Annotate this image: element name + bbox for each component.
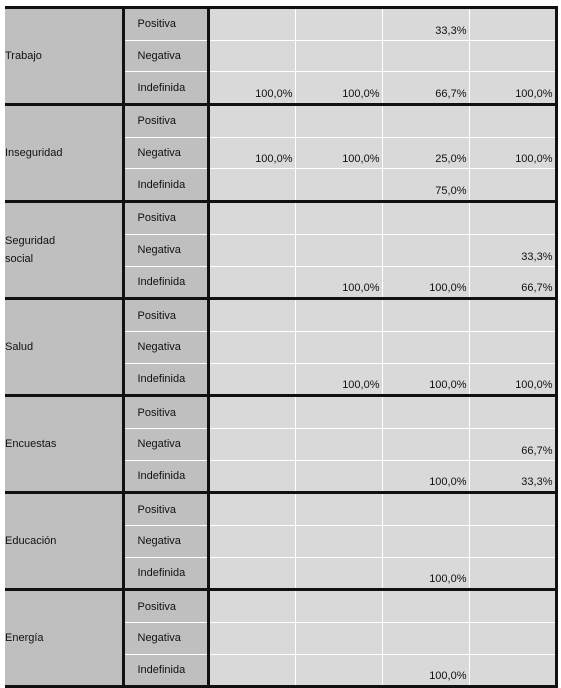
value-cell: [208, 8, 295, 41]
value-cell: [469, 493, 556, 526]
value-cell: 100,0%: [295, 137, 382, 169]
value-cell: [469, 169, 556, 202]
value-cell: [208, 234, 295, 266]
row-label: Indefinida: [123, 169, 208, 202]
value-cell: [469, 526, 556, 558]
category-cell: [5, 105, 123, 202]
value-cell: [295, 557, 382, 590]
value-cell: [295, 40, 382, 72]
results-table: [5, 6, 558, 688]
value-cell: [295, 202, 382, 235]
row-label: Indefinida: [123, 557, 208, 590]
category-cell: [5, 299, 123, 396]
value-cell: [469, 623, 556, 655]
value-cell: [469, 331, 556, 363]
value-cell: 33,3%: [469, 234, 556, 266]
category-label: Salud: [5, 341, 34, 354]
value-cell: [382, 396, 469, 429]
category-label: Energía: [5, 632, 44, 645]
value-cell: [208, 590, 295, 623]
category-cell: [5, 396, 123, 493]
category-label: Educación: [5, 535, 57, 548]
value-cell: 33,3%: [469, 460, 556, 493]
category-label: Encuestas: [5, 438, 57, 451]
row-label: Indefinida: [123, 654, 208, 687]
value-cell: [295, 493, 382, 526]
value-cell: [469, 654, 556, 687]
category-cell: [5, 8, 123, 105]
row-label: Negativa: [123, 234, 208, 266]
value-cell: [295, 8, 382, 41]
value-cell: 33,3%: [382, 8, 469, 41]
value-cell: 66,7%: [382, 72, 469, 105]
category-cell: [5, 493, 123, 590]
value-cell: 25,0%: [382, 137, 469, 169]
category-label: Seguridad: [5, 235, 56, 248]
value-cell: [295, 331, 382, 363]
value-cell: [469, 557, 556, 590]
row-label: Indefinida: [123, 460, 208, 493]
value-cell: [208, 396, 295, 429]
value-cell: [208, 105, 295, 138]
value-cell: 100,0%: [208, 137, 295, 169]
value-cell: [295, 105, 382, 138]
value-cell: [208, 557, 295, 590]
results-table-container: [5, 6, 556, 688]
value-cell: [208, 266, 295, 299]
value-cell: 100,0%: [469, 137, 556, 169]
row-label: Positiva: [123, 299, 208, 332]
value-cell: [382, 299, 469, 332]
value-cell: 100,0%: [382, 557, 469, 590]
value-cell: 66,7%: [469, 266, 556, 299]
table-row: [5, 105, 556, 138]
value-cell: [208, 493, 295, 526]
value-cell: [208, 654, 295, 687]
value-cell: [382, 234, 469, 266]
value-cell: [208, 363, 295, 396]
category-label: social: [5, 253, 34, 266]
row-label: Positiva: [123, 8, 208, 41]
value-cell: [469, 299, 556, 332]
table-row: [5, 590, 556, 623]
value-cell: [295, 428, 382, 460]
row-label: Positiva: [123, 493, 208, 526]
value-cell: [382, 428, 469, 460]
value-cell: 100,0%: [208, 72, 295, 105]
row-label: Negativa: [123, 40, 208, 72]
value-cell: 100,0%: [469, 72, 556, 105]
value-cell: [208, 299, 295, 332]
table-row: [5, 299, 556, 332]
row-label: Negativa: [123, 428, 208, 460]
row-label: Negativa: [123, 331, 208, 363]
row-label: Negativa: [123, 526, 208, 558]
category-label: Trabajo: [5, 50, 42, 63]
category-cell: [5, 202, 123, 299]
value-cell: [469, 8, 556, 41]
row-label: Indefinida: [123, 266, 208, 299]
value-cell: [469, 202, 556, 235]
value-cell: [208, 40, 295, 72]
value-cell: [469, 40, 556, 72]
value-cell: [469, 396, 556, 429]
value-cell: [208, 460, 295, 493]
value-cell: [295, 460, 382, 493]
category-cell: [5, 590, 123, 687]
value-cell: [295, 234, 382, 266]
value-cell: 100,0%: [295, 72, 382, 105]
row-label: Positiva: [123, 590, 208, 623]
value-cell: [295, 299, 382, 332]
value-cell: [208, 202, 295, 235]
value-cell: [382, 493, 469, 526]
value-cell: [208, 169, 295, 202]
value-cell: [382, 526, 469, 558]
value-cell: [295, 526, 382, 558]
category-label: Inseguridad: [5, 147, 63, 160]
value-cell: 100,0%: [295, 266, 382, 299]
value-cell: 100,0%: [382, 460, 469, 493]
value-cell: [208, 623, 295, 655]
value-cell: [208, 526, 295, 558]
row-label: Negativa: [123, 137, 208, 169]
value-cell: 75,0%: [382, 169, 469, 202]
table-row: [5, 493, 556, 526]
value-cell: 100,0%: [469, 363, 556, 396]
table-row: [5, 396, 556, 429]
value-cell: [295, 396, 382, 429]
row-label: Indefinida: [123, 72, 208, 105]
value-cell: [295, 169, 382, 202]
value-cell: [382, 202, 469, 235]
table-row: [5, 8, 556, 41]
value-cell: 100,0%: [295, 363, 382, 396]
value-cell: [208, 331, 295, 363]
results-table-body: [5, 8, 556, 687]
value-cell: [382, 590, 469, 623]
row-label: Negativa: [123, 623, 208, 655]
value-cell: [382, 331, 469, 363]
value-cell: 100,0%: [382, 363, 469, 396]
row-label: Positiva: [123, 396, 208, 429]
value-cell: [382, 623, 469, 655]
value-cell: [382, 40, 469, 72]
value-cell: [295, 590, 382, 623]
value-cell: [382, 105, 469, 138]
row-label: Indefinida: [123, 363, 208, 396]
row-label: Positiva: [123, 105, 208, 138]
value-cell: [208, 428, 295, 460]
value-cell: [469, 590, 556, 623]
value-cell: 100,0%: [382, 266, 469, 299]
value-cell: [295, 654, 382, 687]
value-cell: [469, 105, 556, 138]
value-cell: 100,0%: [382, 654, 469, 687]
value-cell: 66,7%: [469, 428, 556, 460]
row-label: Positiva: [123, 202, 208, 235]
value-cell: [295, 623, 382, 655]
table-row: [5, 202, 556, 235]
